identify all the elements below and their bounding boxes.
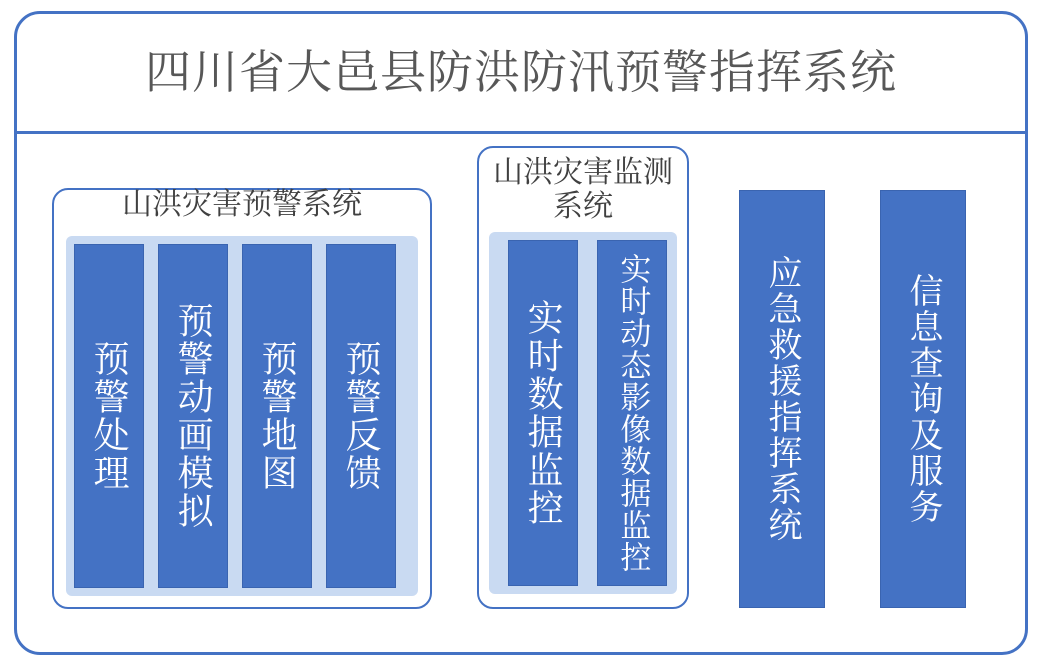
group-warning-system-title: 山洪灾害预警系统: [122, 188, 362, 221]
title-bar: [17, 14, 1025, 134]
module-warning-animation-simulation-label: 预警动画模拟: [173, 302, 215, 530]
module-realtime-video-data-monitoring[interactable]: [597, 240, 667, 586]
module-information-query-and-service[interactable]: [880, 190, 966, 608]
module-realtime-data-monitoring-label: 实时数据监控: [523, 299, 565, 527]
module-warning-processing-label: 预警处理: [89, 340, 131, 492]
module-warning-animation-simulation[interactable]: [158, 244, 228, 588]
module-warning-map[interactable]: [242, 244, 312, 588]
module-warning-map-label: 预警地图: [257, 340, 299, 492]
module-emergency-rescue-command-system[interactable]: [739, 190, 825, 608]
module-information-query-and-service-label: 信息查询及服务: [904, 273, 943, 525]
module-warning-feedback-label: 预警反馈: [341, 340, 383, 492]
page-title: 四川省大邑县防洪防汛预警指挥系统: [145, 46, 897, 99]
module-realtime-video-data-monitoring-label: 实时动态影像数据监控: [615, 253, 651, 573]
module-warning-feedback[interactable]: [326, 244, 396, 588]
group-monitoring-system-title: 山洪灾害监测系统: [493, 156, 673, 223]
module-warning-processing[interactable]: [74, 244, 144, 588]
module-realtime-data-monitoring[interactable]: [508, 240, 578, 586]
module-emergency-rescue-command-system-label: 应急救援指挥系统: [763, 255, 802, 543]
